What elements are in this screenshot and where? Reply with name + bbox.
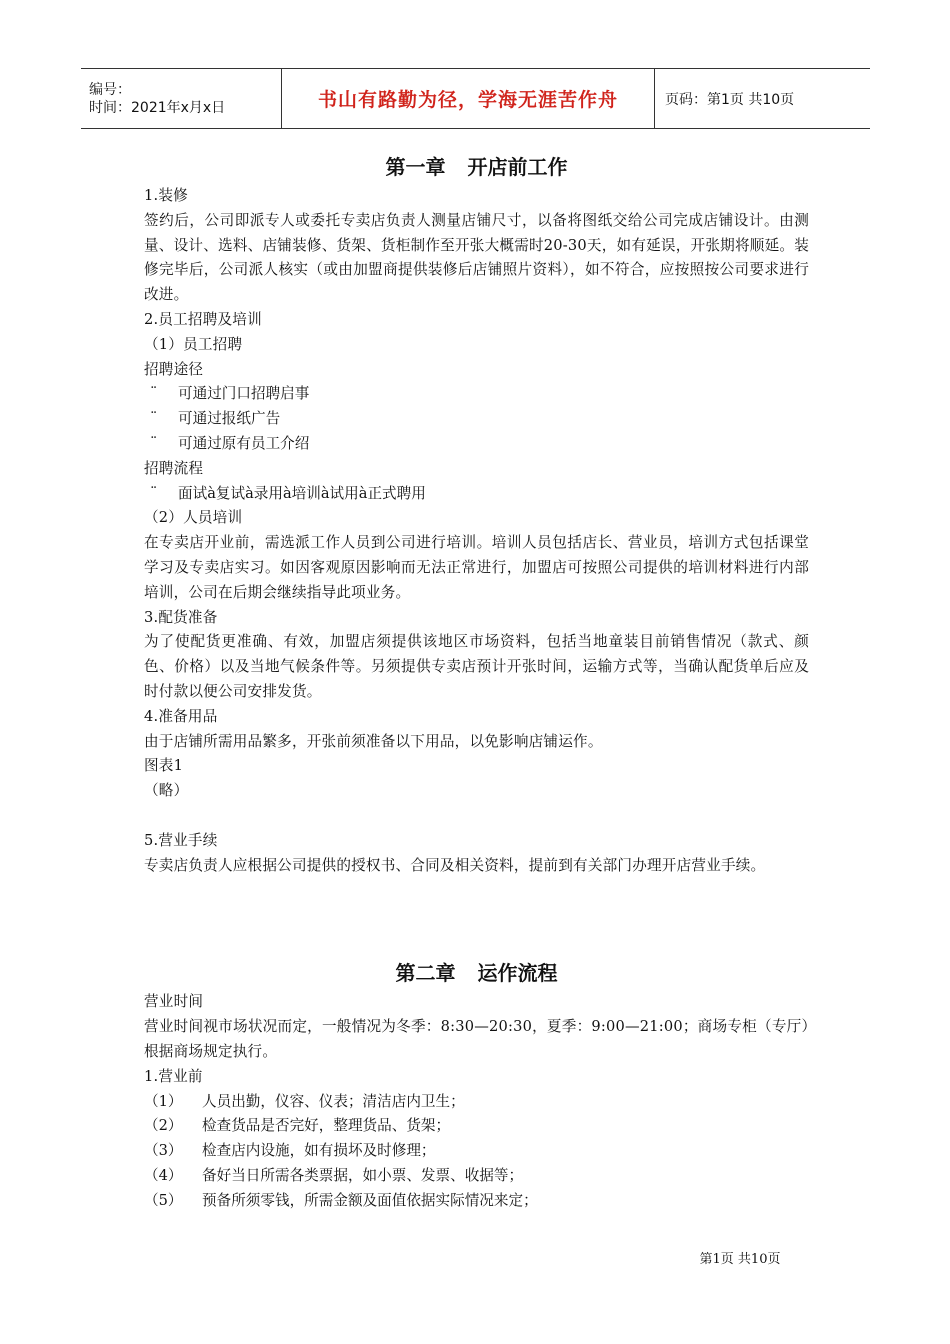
header-meta xyxy=(81,69,282,128)
subsection-title: （2）人员培训 xyxy=(144,509,243,527)
paragraph: 由于店铺所需用品繁多，开张前须准备以下用品，以免影响店铺运作。 xyxy=(144,732,603,750)
chart-label: 图表1 xyxy=(144,757,184,775)
omitted-note: （略） xyxy=(144,782,189,800)
header-motto-cell xyxy=(282,69,655,128)
list-item: ¨ 可通过门口招聘启事 xyxy=(150,385,310,403)
list-item: （3） 检查店内设施，如有损坏及时修理； xyxy=(144,1142,436,1160)
paragraph: 专卖店负责人应根据公司提供的授权书、合同及相关资料，提前到有关部门办理开店营业手续。 xyxy=(144,856,766,874)
page-header xyxy=(81,68,870,129)
list-item: ¨ 可通过原有员工介绍 xyxy=(150,434,310,452)
section-title: 1.装修 xyxy=(144,187,188,204)
page-label: 页码：第1页 共10页 xyxy=(665,91,795,108)
list-item: ¨ 面试à复试à录用à培训à试用à正式聘用 xyxy=(150,484,426,502)
chapter-spacer xyxy=(144,878,809,956)
document-body xyxy=(144,150,809,1213)
list-item: （4） 备好当日所需各类票据，如小票、发票、收据等； xyxy=(144,1166,524,1184)
subsection-title: （1）员工招聘 xyxy=(144,335,243,353)
list-item: （5） 预备所须零钱，所需金额及面值依据实际情况来定； xyxy=(144,1191,538,1209)
paragraph: 在专卖店开业前，需选派工作人员到公司进行培训。培训人员包括店长、营业员，培训方式包括课堂学习及专卖店实习。如因客观原因影响而无法正常进行，加盟店可按照公司提供的培训材料进行内部培训，公司在后期会继续指导此项业务。 xyxy=(144,534,809,601)
list-item: （1） 人员出勤，仪容、仪表；清洁店内卫生； xyxy=(144,1092,465,1110)
section-title: 营业时间 xyxy=(144,993,204,1011)
list-item: ¨ 可通过报纸广告 xyxy=(150,410,281,428)
paragraph: 为了使配货更准确、有效，加盟店须提供该地区市场资料，包括当地童装目前销售情况（款式、颜色、价格）以及当地气候条件等。另须提供专卖店预计开张时间，运输方式等，当确认配货单后应及时付款以便公司安排发货。 xyxy=(144,633,809,700)
section-title: 4.准备用品 xyxy=(144,707,218,725)
paragraph: 营业时间视市场状况而定，一般情况为冬季：8:30—20:30，夏季：9:00—21:00；商场专柜（专厅）根据商场规定执行。 xyxy=(144,1018,809,1060)
section-title: 3.配货准备 xyxy=(144,608,218,626)
header-page-cell xyxy=(655,69,870,128)
section-title: 1.营业前 xyxy=(144,1067,203,1085)
list-item: （2） 检查货品是否完好，整理货品、货架； xyxy=(144,1117,451,1135)
code-label: 编号： xyxy=(89,81,131,98)
chapter1-title: 第一章 开店前工作 xyxy=(385,155,568,179)
label: 招聘流程 xyxy=(144,459,204,477)
page-footer: 第1页 共10页 xyxy=(699,1252,781,1267)
paragraph: 签约后，公司即派专人或委托专卖店负责人测量店铺尺寸，以备将图纸交给公司完成店铺设计。由测量、设计、选料、店铺装修、货架、货柜制作至开张大概需时20-30天，如有延误，开张期将顺延。装修完毕后，公司派人核实（或由加盟商提供装修后店铺照片资料），如不符合，应按照按公司要求进行改进。 xyxy=(144,211,809,304)
section-title: 2.员工招聘及培训 xyxy=(144,310,262,328)
blank-line xyxy=(144,804,809,829)
section-title: 5.营业手续 xyxy=(144,831,218,849)
time-label: 时间：2021年x月x日 xyxy=(89,99,226,116)
label: 招聘途径 xyxy=(144,360,204,378)
motto: 书山有路勤为径，学海无涯苦作舟 xyxy=(317,89,618,111)
chapter2-title: 第二章 运作流程 xyxy=(395,961,558,986)
